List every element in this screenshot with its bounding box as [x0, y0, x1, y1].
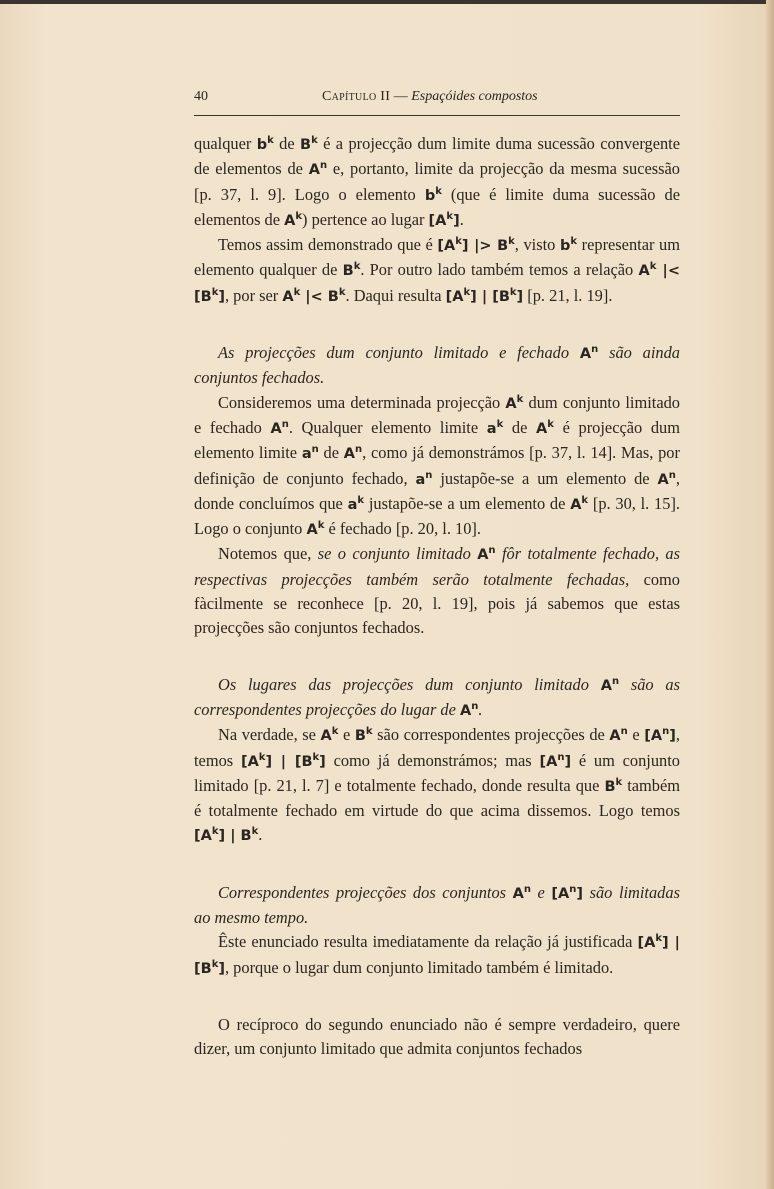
paragraph-5: Na verdade, se $A^k$ e $B^k$ são correspondentes projecções de $A^n$ e $[A^n]$, temos $[A^k]$ | $[B^k]$ como já demonstrámos; mas $[A^n]$ é um conjunto limitado [p. 21, l. 7] e totalmente fechado, donde resulta que $B^k$ também é totalmente fechado em virtude do que acima dissemos. Logo temos $[A^k]$ | $B^k$. — [194, 725, 681, 845]
paragraph-4: Notemos que, se o conjunto limitado $A^n$ fôr totalmente fechado, as respectivas projecções também serão totalmente fechadas, como fàcilmente se reconhece [p. 20, l. 19], pois já sabemos que estas projecções são conjuntos fechados. — [194, 544, 681, 638]
paragraph-1: qualquer $b^k$ de $B^k$ é a projecção dum limite duma sucessão convergente de elementos de $A^n$ e, portanto, limite da projecção da mesma sucessão [p. 37, l. 9]. Logo o elemento $b^k$ (que é limite duma sucessão de elementos de $A^k$) pertence ao lugar $[A^k]$. — [194, 134, 680, 229]
running-header — [194, 89, 680, 109]
chapter-label: Capítulo II — [322, 89, 391, 104]
theorem-3: Correspondentes projecções dos conjuntos $A^n$ e $[A^n]$ são limitadas ao mesmo tempo. — [194, 882, 680, 928]
reference: [p. 21, l. 7] — [253, 775, 330, 795]
reference: [p. 20, l. 19] — [374, 594, 474, 614]
reference: [p. 37, l. 14] — [529, 443, 613, 463]
header-rule — [194, 115, 680, 116]
paragraph-3: Consideremos uma determinada projecção $A^k$ dum conjunto limitado e fechado $A^n$. Qualquer elemento limite $a^k$ de $A^k$ é projecção dum elemento limite $a^n$ de $A^n$, como já demonstrámos [p. 37, l. 14]. Mas, por definição de conjunto fechado, $a^n$ justapõe-se a um elemento de $A^n$, donde concluímos que $a^k$ justapõe-se a um elemento de $A^k$ [p. 30, l. 15]. Logo o conjunto $A^k$ é fechado [p. 20, l. 10]. — [194, 392, 681, 539]
scan-top-edge — [0, 0, 774, 4]
reference: [p. 37, l. 9] — [194, 184, 282, 204]
scan-right-edge — [766, 0, 774, 1189]
page-body — [194, 132, 680, 1062]
running-title — [322, 89, 538, 105]
theorem-1: As projecções dum conjunto limitado e fechado $A^n$ são ainda conjuntos fechados. — [194, 343, 680, 388]
page-number: 40 — [194, 89, 208, 104]
paragraph-6: Êste enunciado resulta imediatamente da relação já justificada $[A^k]$ | $[B^k]$, porque o lugar dum conjunto limitado também é limitado. — [194, 932, 680, 977]
reference: [p. 30, l. 15] — [592, 493, 676, 513]
theorem-2: Os lugares das projecções dum conjunto limitado $A^n$ são as correspondentes projecções do lugar de $A^n$. — [194, 674, 680, 719]
paragraph-2: Temos assim demonstrado que é $[A^k]$ |> $B^k$, visto $b^k$ representar um elemento qualquer de $B^k$. Por outro lado também temos a relação $A^k$ |< $[B^k]$, por ser $A^k$ |< $B^k$. Daqui resulta $[A^k]$ | $[B^k]$ [p. 21, l. 19]. — [194, 235, 680, 305]
reference: [p. 20, l. 10] — [395, 519, 477, 539]
reference: [p. 21, l. 19] — [527, 285, 609, 305]
paragraph-7: O recíproco do segundo enunciado não é sempre verdadeiro, quere dizer, um conjunto limitado que admita conjuntos fechados — [194, 1014, 680, 1059]
chapter-title: Espaçóides compostos — [411, 89, 538, 104]
chapter-separator: — — [390, 89, 412, 104]
